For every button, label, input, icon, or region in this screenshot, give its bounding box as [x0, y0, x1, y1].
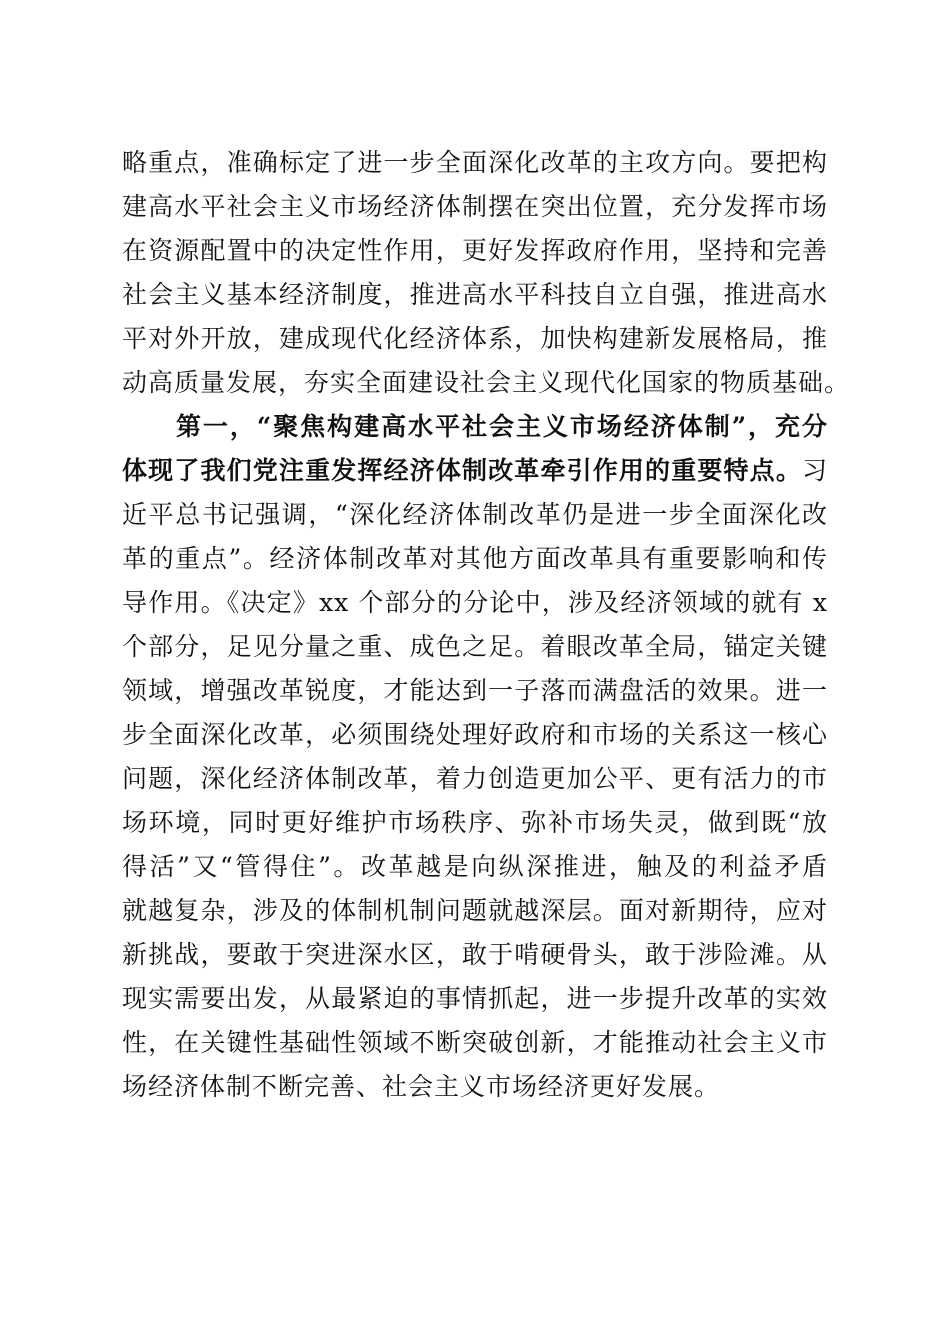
text-line: 场经济体制不断完善、社会主义市场经济更好发展。: [122, 1072, 721, 1101]
paragraph-2: [122, 405, 828, 1109]
text-line: 社会主义基本经济制度，推进高水平科技自立自强，推进高水: [122, 280, 828, 309]
bold-heading-line: 第一，“聚焦构建高水平社会主义市场经济体制”，充分: [122, 412, 828, 441]
text-line: 场环境，同时更好维护市场秩序、弥补市场失灵，做到既“放: [122, 808, 828, 837]
text-line: 就越复杂，涉及的体制机制问题就越深层。面对新期待，应对: [122, 896, 828, 925]
bold-heading-tail: 体现了我们党注重发挥经济体制改革牵引作用的重要特点。: [122, 456, 802, 485]
text-line: 革的重点”。经济体制改革对其他方面改革具有重要影响和传: [122, 544, 828, 573]
text-line: 在资源配置中的决定性作用，更好发挥政府作用，坚持和完善: [122, 236, 828, 265]
text-line: 建高水平社会主义市场经济体制摆在突出位置，充分发挥市场: [122, 192, 828, 221]
text-line: 步全面深化改革，必须围绕处理好政府和市场的关系这一核心: [122, 720, 828, 749]
text-line: 现实需要出发，从最紧迫的事情抓起，进一步提升改革的实效: [122, 984, 828, 1013]
text-line: 动高质量发展，夯实全面建设社会主义现代化国家的物质基础。: [122, 368, 851, 397]
text-line: 性，在关键性基础性领域不断突破创新，才能推动社会主义市: [122, 1028, 828, 1057]
text-line: 个部分，足见分量之重、成色之足。着眼改革全局，锚定关键: [122, 632, 828, 661]
text-line: 导作用。《决定》xx 个部分的分论中，涉及经济领域的就有 x: [122, 588, 828, 617]
mixed-line: [122, 449, 828, 493]
text-line: 问题，深化经济体制改革，着力创造更加公平、更有活力的市: [122, 764, 828, 793]
text-fragment: 习: [801, 456, 828, 485]
text-line: 领域，增强改革锐度，才能达到一子落而满盘活的效果。进一: [122, 676, 828, 705]
text-line: 得活”又“管得住”。改革越是向纵深推进，触及的利益矛盾: [122, 852, 828, 881]
text-line: 近平总书记强调，“深化经济体制改革仍是进一步全面深化改: [122, 500, 828, 529]
text-line: 平对外开放，建成现代化经济体系，加快构建新发展格局，推: [122, 324, 828, 353]
document-body: [122, 141, 851, 1109]
paragraph-1: [122, 141, 851, 405]
text-line: 略重点，准确标定了进一步全面深化改革的主攻方向。要把构: [122, 148, 828, 177]
text-line: 新挑战，要敢于突进深水区，敢于啃硬骨头，敢于涉险滩。从: [122, 940, 828, 969]
